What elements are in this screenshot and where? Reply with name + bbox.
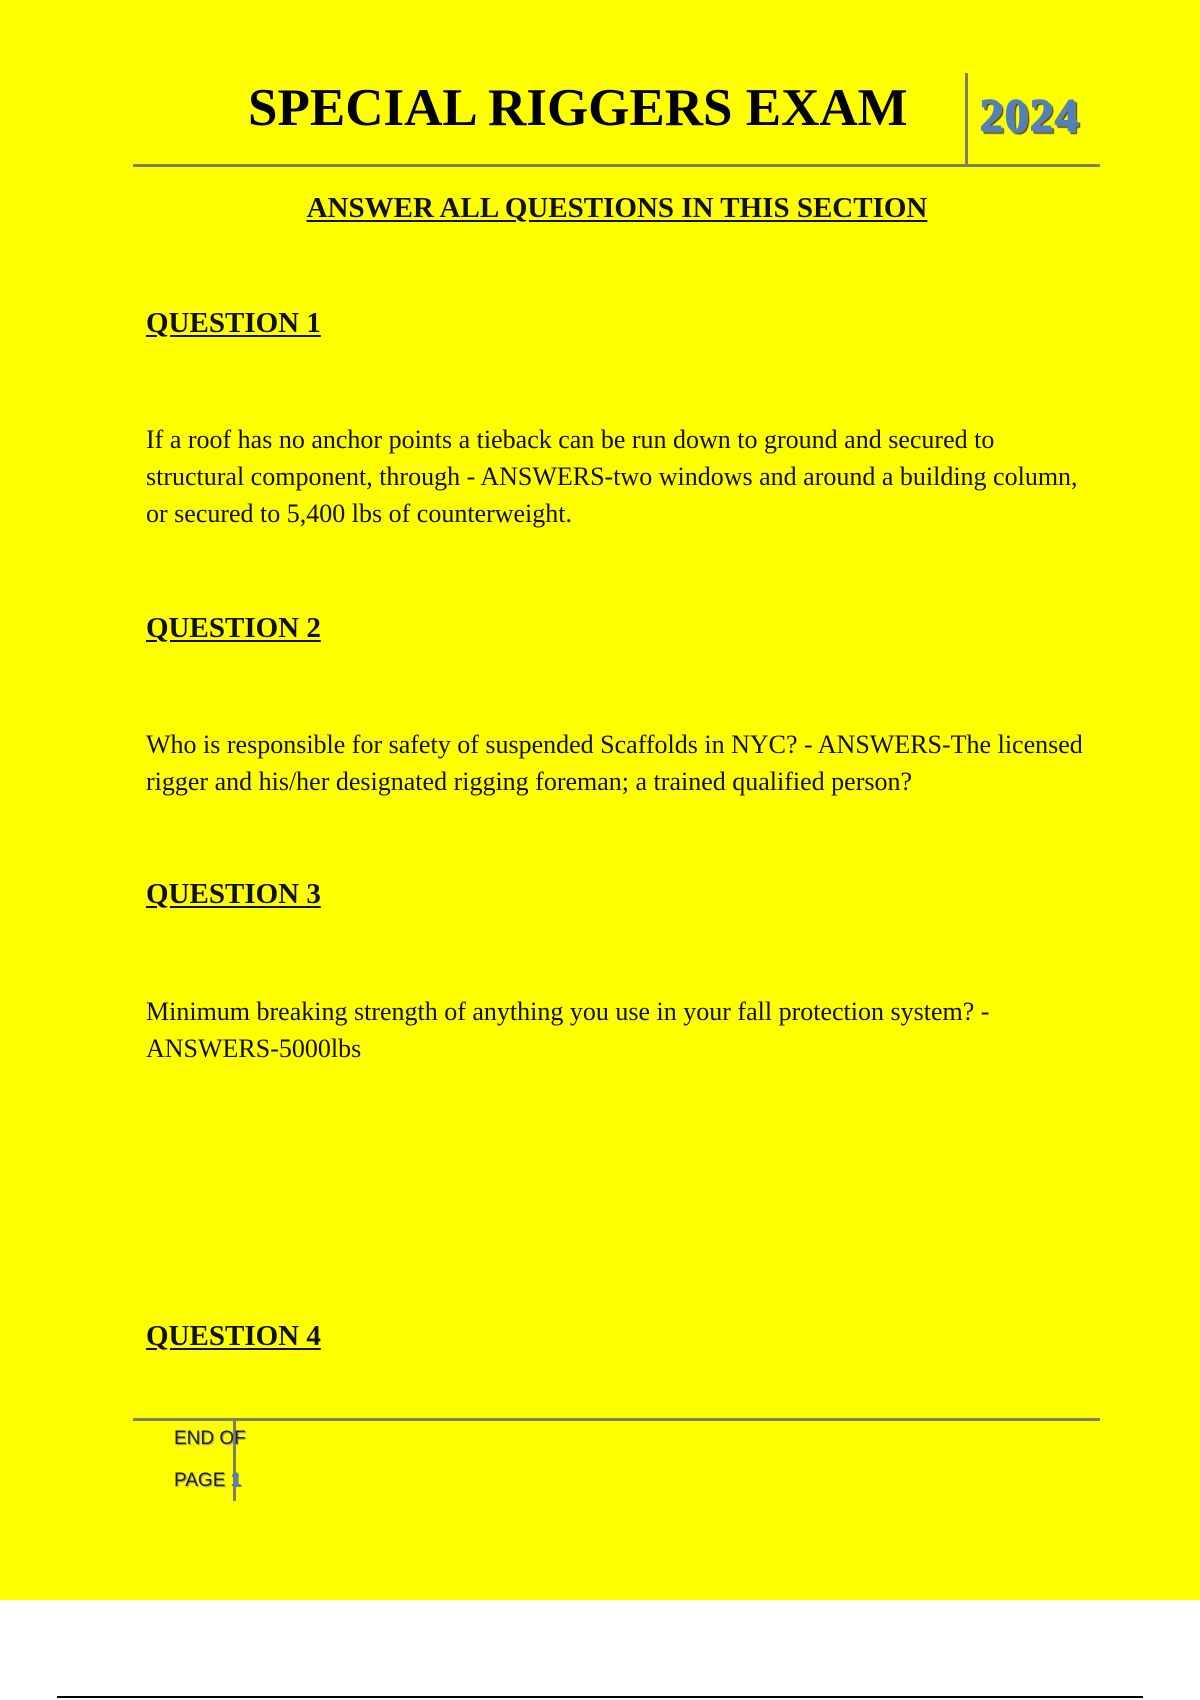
question-3-title: QUESTION 3 bbox=[146, 878, 321, 910]
exam-title: SPECIAL RIGGERS EXAM bbox=[248, 79, 908, 137]
section-heading: ANSWER ALL QUESTIONS IN THIS SECTION bbox=[306, 192, 928, 224]
question-1-text: If a roof has no anchor points a tieback can be run down to ground and secured to structural component, through - ANSWERS-two windows and around a building column, or secured to 5,400 lbs of counterweight. bbox=[146, 425, 1078, 528]
question-4-title: QUESTION 4 bbox=[146, 1320, 321, 1352]
footer-end-of: END OF bbox=[174, 1428, 246, 1449]
bottom-rule bbox=[57, 1696, 1143, 1698]
question-3-text: Minimum breaking strength of anything you use in your fall protection system? - ANSWERS-5000lbs bbox=[146, 997, 990, 1063]
footer-page-word: PAGE bbox=[174, 1470, 226, 1491]
header-divider bbox=[965, 73, 968, 164]
footer-page-label bbox=[174, 1470, 241, 1492]
footer-page-box bbox=[153, 1421, 246, 1501]
page-header bbox=[133, 70, 1100, 167]
question-1-title: QUESTION 1 bbox=[146, 307, 321, 339]
question-2-text: Who is responsible for safety of suspended Scaffolds in NYC? - ANSWERS-The licensed rigger and his/her designated rigging foreman; a trained qualified person? bbox=[146, 730, 1083, 796]
exam-year: 2024 bbox=[979, 89, 1079, 142]
question-2-title: QUESTION 2 bbox=[146, 612, 321, 644]
footer-page-number: 1 bbox=[230, 1470, 242, 1491]
page-footer bbox=[133, 1418, 1100, 1491]
